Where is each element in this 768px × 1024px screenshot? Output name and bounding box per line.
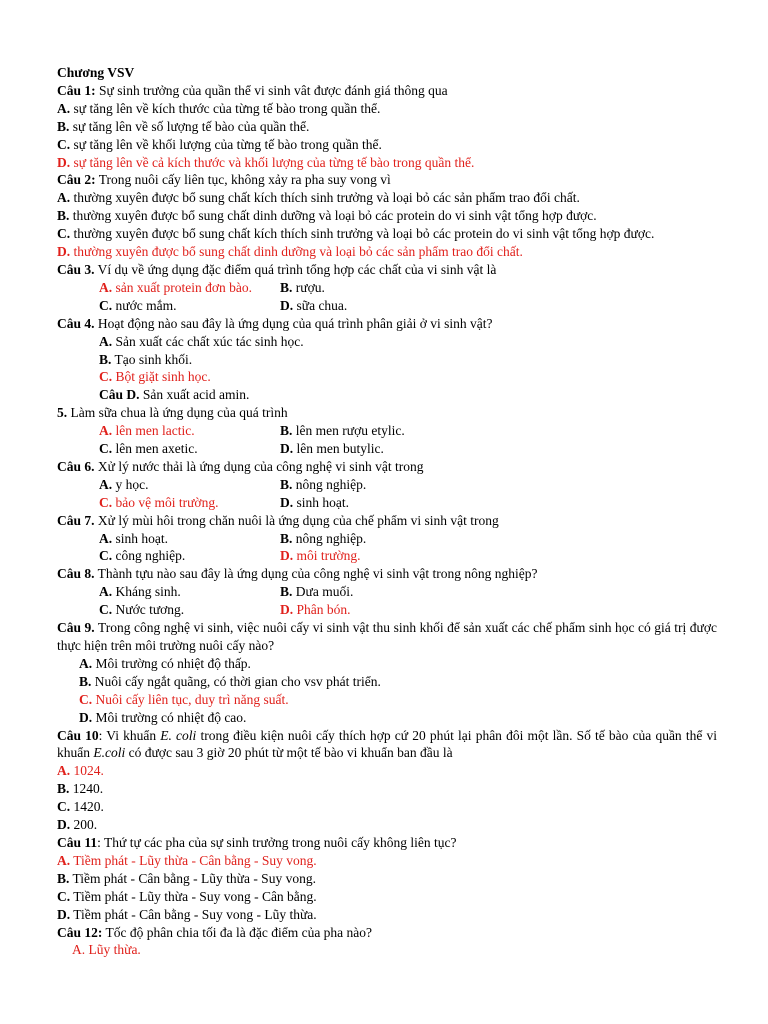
q8-option-a: A. Kháng sinh.	[99, 584, 181, 600]
q7-option-b: B. nông nghiệp.	[280, 530, 367, 546]
question-8: Câu 8. Thành tựu nào sau đây là ứng dụng của công nghệ vi sinh vật trong nông nghiệp?	[57, 566, 538, 582]
q3-option-c: C. nước mắm.	[99, 297, 177, 313]
question-6: Câu 6. Xử lý nước thải là ứng dụng của công nghệ vi sinh vật trong	[57, 458, 424, 474]
chapter-title: Chương VSV	[57, 65, 135, 80]
q5-options-row-2	[57, 440, 717, 458]
document-page	[57, 64, 717, 959]
q4-option-a: A. Sản xuất các chất xúc tác sinh học.	[99, 333, 304, 349]
q11-option-b: B. Tiềm phát - Cân bằng - Lũy thừa - Suy vong.	[57, 870, 316, 886]
q9-option-a: A. Môi trường có nhiệt độ thấp.	[79, 655, 251, 671]
q4-option-c-answer: C. Bột giặt sinh học.	[99, 369, 211, 385]
q2-option-b: B. thường xuyên được bổ sung chất dinh dưỡng và loại bỏ các protein do vi sinh vật tổng hợp được.	[57, 208, 597, 224]
q4-option-d: Câu D. Sản xuất acid amin.	[99, 387, 250, 403]
q1-option-b: B. sự tăng lên về số lượng tế bào của quần thể.	[57, 118, 310, 134]
q5-option-c: C. lên men axetic.	[99, 441, 198, 457]
question-5: 5. Làm sữa chua là ứng dụng của quá trình	[57, 405, 288, 421]
q9-option-d: D. Môi trường có nhiệt độ cao.	[79, 709, 247, 725]
q7-options-row-2	[57, 547, 717, 565]
q4-option-b: B. Tạo sinh khối.	[99, 351, 193, 367]
question-3: Câu 3. Ví dụ về ứng dụng đặc điểm quá trình tổng hợp các chất của vi sinh vật là	[57, 261, 497, 277]
q10-option-d: D. 200.	[57, 817, 98, 833]
q8-option-d-answer: D. Phân bón.	[280, 602, 351, 618]
q5-option-b: B. lên men rượu etylic.	[280, 423, 405, 439]
q10-option-c: C. 1420.	[57, 799, 104, 815]
q10-option-b: B. 1240.	[57, 781, 104, 797]
q1-option-d-answer: D. sự tăng lên về cả kích thước và khối lượng của từng tế bào trong quần thể.	[57, 154, 475, 170]
q8-option-c: C. Nước tương.	[99, 602, 185, 618]
q8-option-b: B. Dưa muối.	[280, 584, 354, 600]
q2-option-a: A. thường xuyên được bổ sung chất kích thích sinh trưởng và loại bỏ các sản phẩm trao đổi chất.	[57, 190, 580, 206]
q7-options-row-1	[57, 530, 717, 548]
q11-option-a-answer: A. Tiềm phát - Lũy thừa - Cân bằng - Suy vong.	[57, 852, 317, 868]
q11-option-d: D. Tiềm phát - Cân bằng - Suy vong - Lũy thừa.	[57, 906, 317, 922]
q7-option-c: C. công nghiệp.	[99, 548, 186, 564]
q6-option-c-answer: C. bảo vệ môi trường.	[99, 494, 219, 510]
question-2: Câu 2: Trong nuôi cấy liên tục, không xảy ra pha suy vong vì	[57, 172, 391, 188]
q6-options-row-1	[57, 476, 717, 494]
q9-option-c-answer: C. Nuôi cấy liên tục, duy trì năng suất.	[79, 691, 289, 707]
q9-option-b: B. Nuôi cấy ngắt quãng, có thời gian cho vsv phát triển.	[79, 673, 381, 689]
question-7: Câu 7. Xử lý mùi hôi trong chăn nuôi là ứng dụng của chế phẩm vi sinh vật trong	[57, 512, 499, 528]
q12-option-a-answer: A. Lũy thừa.	[72, 942, 141, 958]
q7-option-d-answer: D. môi trường.	[280, 548, 361, 564]
q8-options-row-1	[57, 583, 717, 601]
q1-option-c: C. sự tăng lên về khối lượng của từng tế bào trong quần thể.	[57, 136, 382, 152]
q6-option-d: D. sinh hoạt.	[280, 494, 349, 510]
question-10: Câu 10: Vi khuẩn E. coli trong điều kiện nuôi cấy thích hợp cứ 20 phút lại phân đôi một lần. Số tế bào của quần thể vi khuẩn E.coli có được sau 3 giờ 20 phút từ một tế bào vi khuẩn ban đầu là	[57, 727, 717, 761]
q6-option-b: B. nông nghiệp.	[280, 476, 367, 492]
q3-option-b: B. rượu.	[280, 279, 325, 295]
q5-option-a-answer: A. lên men lactic.	[99, 423, 195, 439]
q2-option-d-answer: D. thường xuyên được bổ sung chất dinh dưỡng và loại bỏ các sản phẩm trao đổi chất.	[57, 244, 523, 260]
q3-options-row-2	[57, 297, 717, 315]
q5-option-d: D. lên men butylic.	[280, 441, 384, 457]
q6-options-row-2	[57, 494, 717, 512]
q8-options-row-2	[57, 601, 717, 619]
question-12: Câu 12: Tốc độ phân chia tối đa là đặc điểm của pha nào?	[57, 924, 373, 940]
question-4: Câu 4. Hoạt động nào sau đây là ứng dụng của quá trình phân giải ở vi sinh vật?	[57, 315, 493, 331]
q6-option-a: A. y học.	[99, 476, 149, 492]
q3-option-a-answer: A. sản xuất protein đơn bào.	[99, 279, 252, 295]
q3-option-d: D. sữa chua.	[280, 297, 348, 313]
q2-option-c: C. thường xuyên được bổ sung chất kích thích sinh trưởng và loại bỏ các protein do vi sinh vật tổng hợp được.	[57, 226, 655, 242]
q1-option-a: A. sự tăng lên về kích thước của từng tế bào trong quần thể.	[57, 100, 381, 116]
q10-option-a-answer: A. 1024.	[57, 763, 104, 779]
q5-options-row-1	[57, 422, 717, 440]
q3-options-row-1	[57, 279, 717, 297]
question-9: Câu 9. Trong công nghệ vi sinh, việc nuôi cấy vi sinh vật thu sinh khối để sản xuất các chế phẩm sinh học có giá trị được thực hiện trên môi trường nuôi cấy nào?	[57, 620, 717, 653]
question-1: Câu 1: Sự sinh trưởng của quần thể vi sinh vât được đánh giá thông qua	[57, 82, 448, 98]
q11-option-c: C. Tiềm phát - Lũy thừa - Suy vong - Cân bằng.	[57, 888, 317, 904]
q7-option-a: A. sinh hoạt.	[99, 530, 168, 546]
question-11: Câu 11: Thứ tự các pha của sự sinh trưởng trong nuôi cấy không liên tục?	[57, 834, 457, 850]
